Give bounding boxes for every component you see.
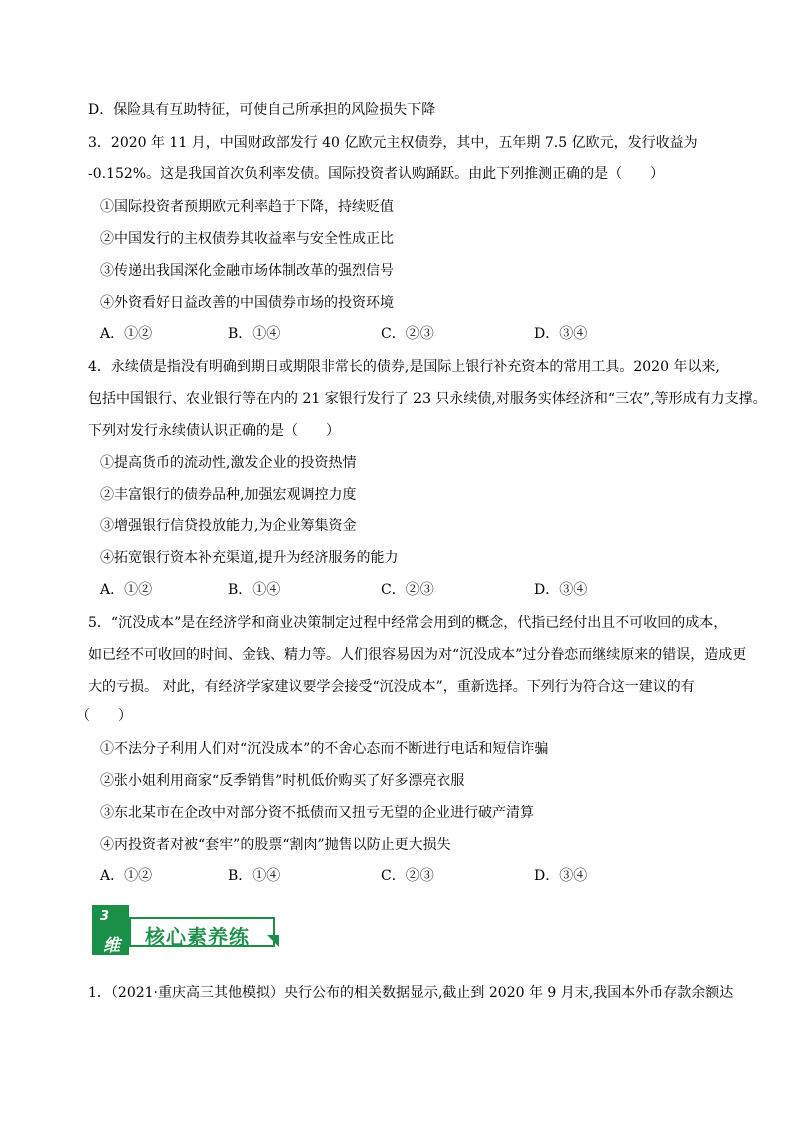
badge-char: 维 bbox=[103, 936, 120, 956]
q5-choice-b: B．①④ bbox=[228, 868, 281, 884]
banner-corner-decoration bbox=[267, 935, 279, 947]
q5-stem-line-1: 5．“沉没成本”是在经济学和商业决策制定过程中经常会用到的概念，代指已经付出且不可收回的成本， bbox=[88, 615, 728, 631]
q3-stem-line-1: 3．2020 年 11 月，中国财政部发行 40 亿欧元主权债券，其中，五年期 7.5 亿欧元，发行收益为 bbox=[88, 135, 698, 151]
q3-choice-d: D．③④ bbox=[534, 326, 588, 342]
q3-stem-line-2: -0.152%。这是我国首次负利率发债。国际投资者认购踊跃。由此下列推测正确的是（ ） bbox=[88, 166, 665, 182]
section-badge bbox=[92, 905, 129, 955]
q2-option-d: D．保险具有互助特征，可使自己所承担的风险损失下降 bbox=[88, 102, 436, 118]
section-title: 核心素养练 bbox=[145, 925, 250, 949]
q5-choice-a: A．①② bbox=[100, 868, 153, 884]
q4-choice-b: B．①④ bbox=[228, 582, 281, 598]
q4-statement-3: ③增强银行信贷投放能力,为企业筹集资金 bbox=[100, 518, 357, 534]
section-banner bbox=[92, 905, 287, 955]
q3-choice-b: B．①④ bbox=[228, 326, 281, 342]
q5-statement-1: ①不法分子利用人们对“沉没成本”的不舍心态而不断进行电话和短信诈骗 bbox=[100, 741, 549, 757]
section-label-box bbox=[129, 917, 275, 947]
q3-statement-2: ②中国发行的主权债券其收益率与安全性成正比 bbox=[100, 231, 394, 247]
q3-statement-4: ④外资看好日益改善的中国债券市场的投资环境 bbox=[100, 295, 394, 311]
q4-choice-a: A．①② bbox=[100, 582, 153, 598]
q5-stem-line-3: 大的亏损。 对此，有经济学家建议要学会接受“沉没成本”，重新选择。下列行为符合这一建议的有 bbox=[88, 679, 695, 695]
q3-statement-1: ①国际投资者预期欧元利率趋于下降，持续贬值 bbox=[100, 199, 394, 215]
q5-statement-3: ③东北某市在企改中对部分资不抵债而又扭亏无望的企业进行破产清算 bbox=[100, 805, 534, 821]
q3-statement-3: ③传递出我国深化金融市场体制改革的强烈信号 bbox=[100, 263, 394, 279]
q4-choice-c: C．②③ bbox=[381, 582, 434, 598]
q4-statement-1: ①提高货币的流动性,激发企业的投资热情 bbox=[100, 455, 357, 471]
q3-choice-c: C．②③ bbox=[381, 326, 434, 342]
q5-stem-line-2: 如已经不可收回的时间、金钱、精力等。人们很容易因为对“沉没成本”过分眷恋而继续原来的错误，造成更 bbox=[88, 647, 747, 663]
q5-choice-d: D．③④ bbox=[534, 868, 588, 884]
q4-stem-line-3: 下列对发行永续债认识正确的是（ ） bbox=[88, 423, 340, 439]
q5-statement-4: ④丙投资者对被“套牢”的股票“割肉”抛售以防止更大损失 bbox=[100, 837, 451, 853]
q5-statement-2: ②张小姐利用商家“反季销售”时机低价购买了好多漂亮衣服 bbox=[100, 773, 465, 789]
q4-stem-line-2: 包括中国银行、农业银行等在内的 21 家银行发行了 23 只永续债,对服务实体经济和“三农”,等形成有力支撑。 bbox=[88, 391, 767, 407]
q4-statement-2: ②丰富银行的债券品种,加强宏观调控力度 bbox=[100, 487, 357, 503]
q4-stem-line-1: 4．永续债是指没有明确到期日或期限非常长的债券,是国际上银行补充资本的常用工具。2020 年以来, bbox=[88, 359, 720, 375]
q4-choice-d: D．③④ bbox=[534, 582, 588, 598]
core-q1-stem-line-1: 1．（2021·重庆高三其他模拟）央行公布的相关数据显示,截止到 2020 年 9 月末,我国本外币存款余额达 bbox=[88, 985, 734, 1001]
badge-number: 3 bbox=[100, 909, 110, 924]
q4-statement-4: ④拓宽银行资本补充渠道,提升为经济服务的能力 bbox=[100, 550, 399, 566]
q5-stem-line-4: （ ） bbox=[76, 708, 132, 724]
q3-choice-a: A．①② bbox=[100, 326, 153, 342]
q5-choice-c: C．②③ bbox=[381, 868, 434, 884]
